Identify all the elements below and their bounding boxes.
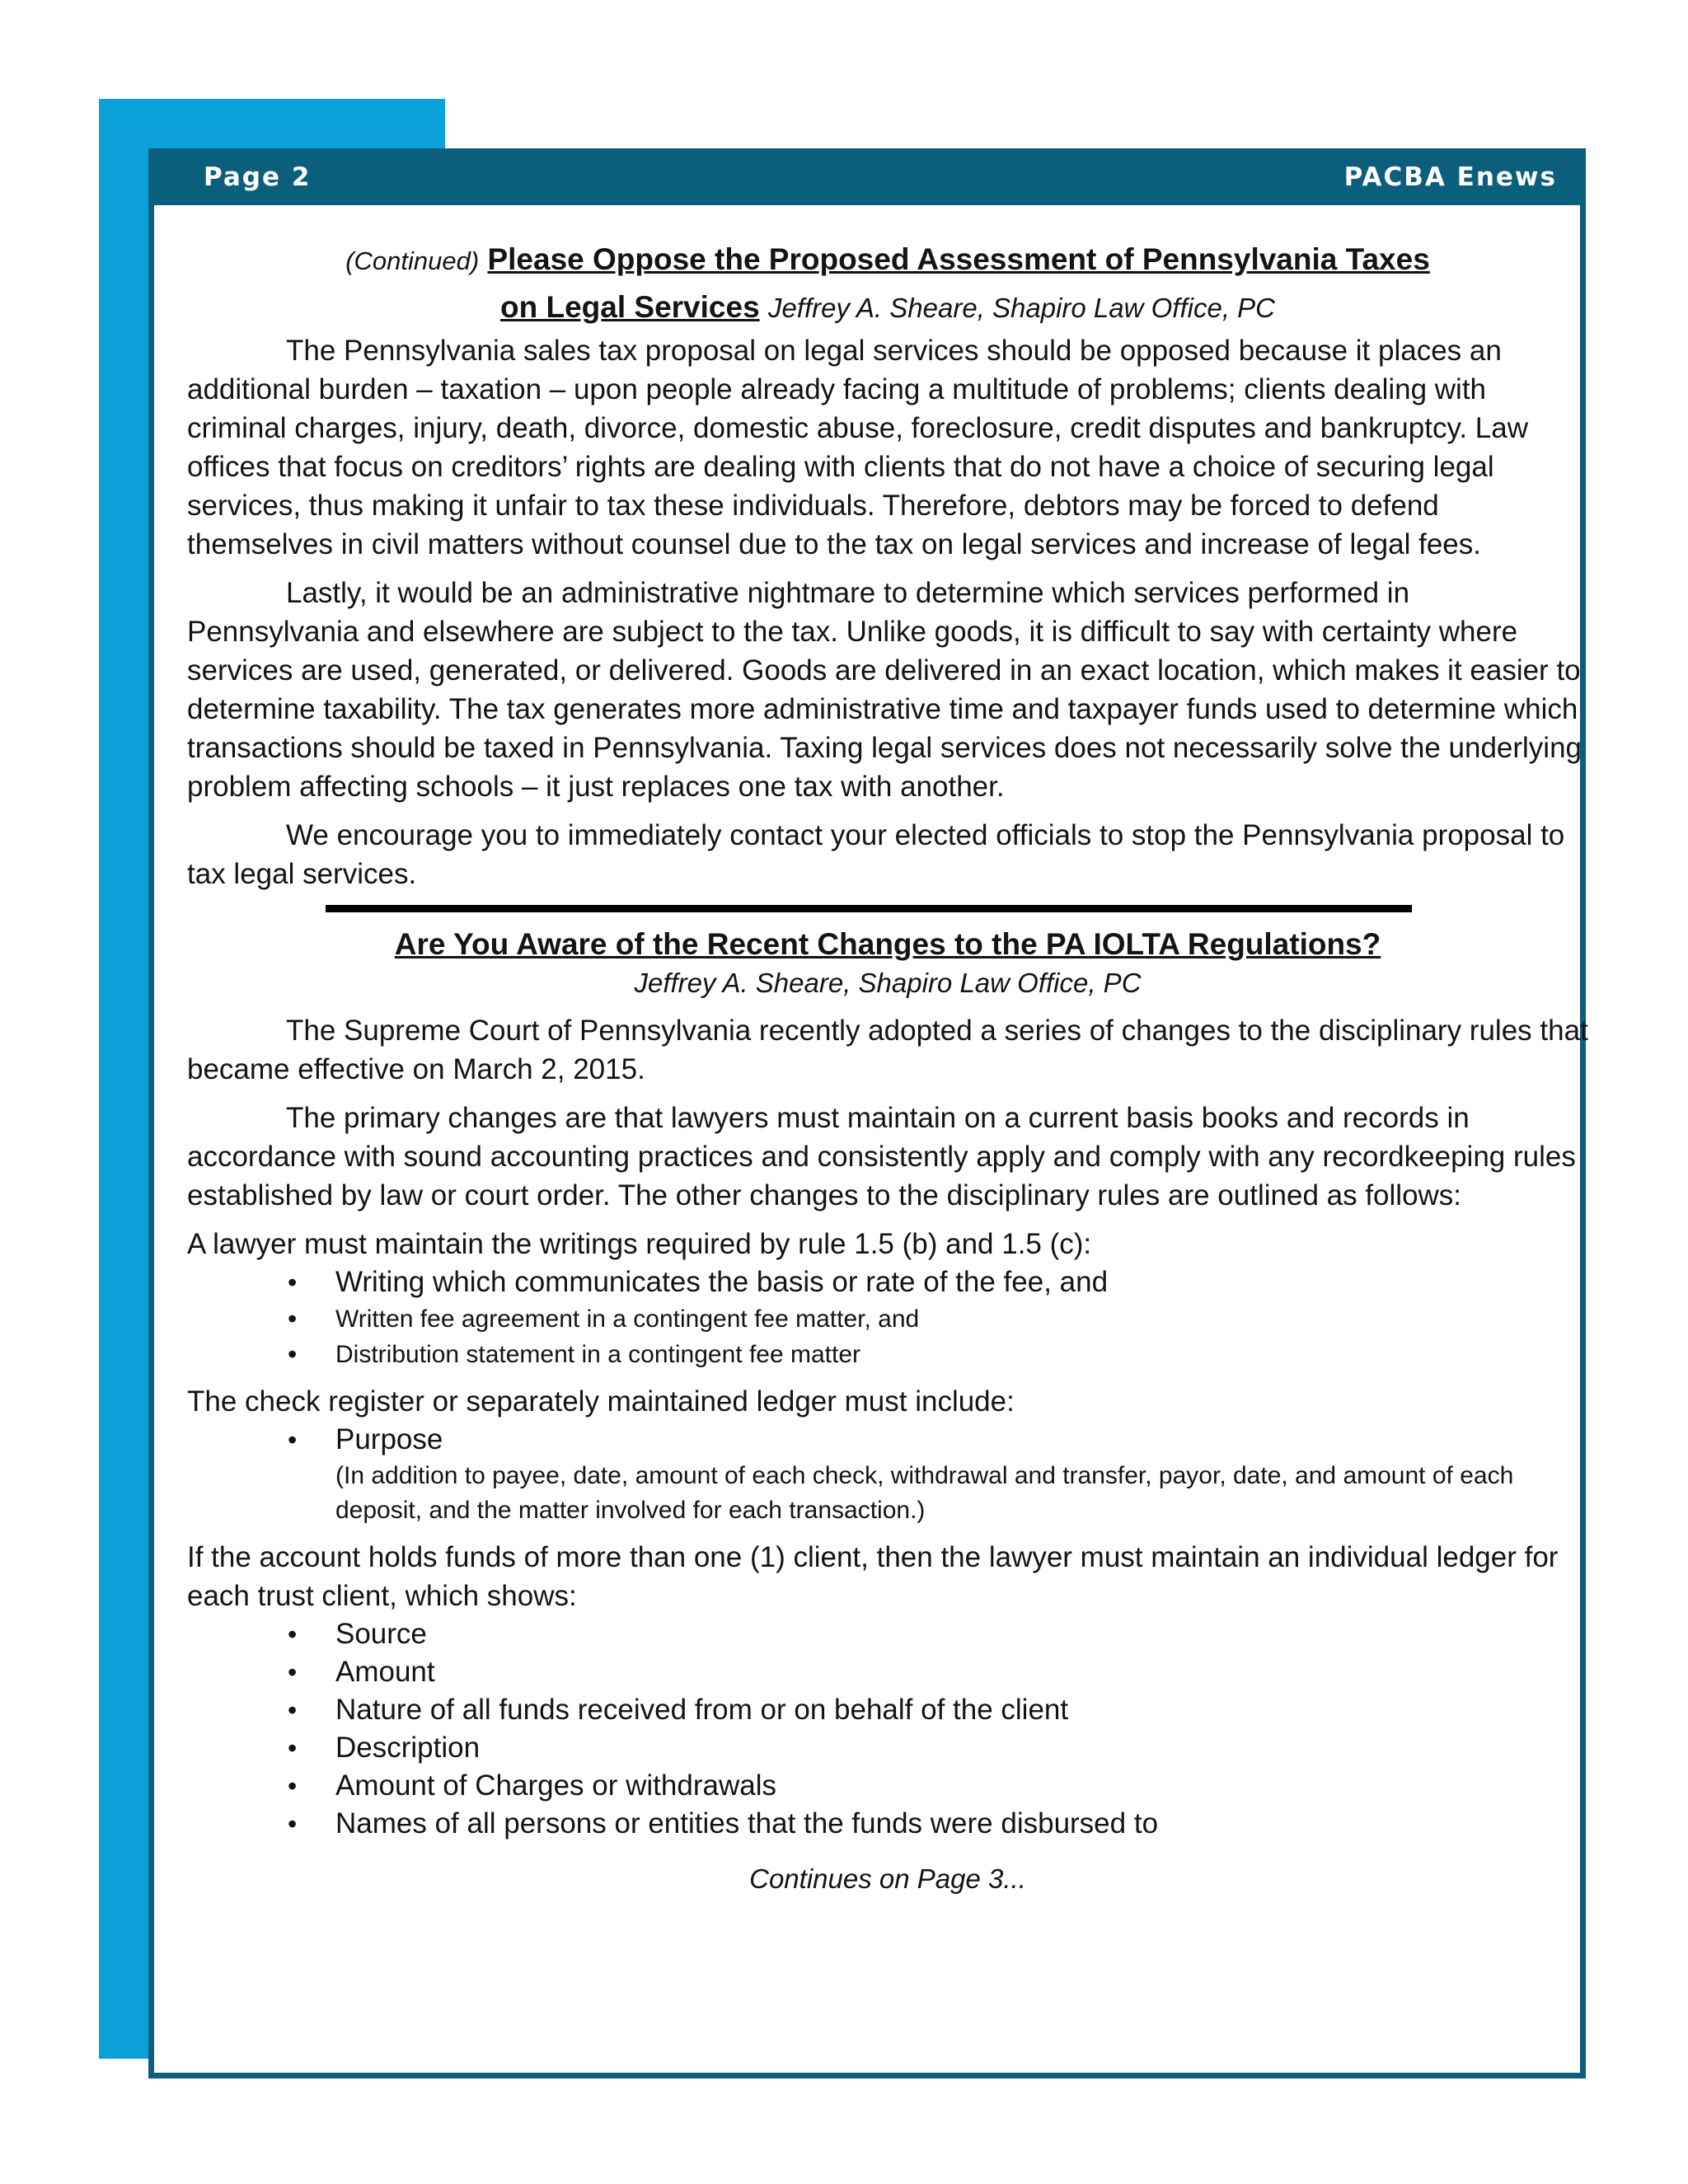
article2-title: Are You Aware of the Recent Changes to the PA IOLTA Regulations? [394, 927, 1381, 961]
bullet-icon: • [288, 1425, 298, 1455]
article1-byline: Jeffrey A. Sheare, Shapiro Law Office, PC [767, 293, 1275, 323]
bullet-icon: • [288, 1733, 298, 1763]
page-frame [148, 148, 1586, 2079]
list-item-text: Written fee agreement in a contingent fee matter, and [335, 1305, 920, 1333]
article1-paragraph-3: We encourage you to immediately contact your elected officials to stop the Pennsylvania proposal to tax legal services. [187, 819, 1565, 890]
list1-intro: A lawyer must maintain the writings required by rule 1.5 (b) and 1.5 (c): [187, 1228, 1092, 1260]
article1-title-line1: Please Oppose the Proposed Assessment of Pennsylvania Taxes [487, 242, 1430, 276]
list-item [288, 1729, 1588, 1767]
list1 [187, 1263, 1588, 1372]
list2 [187, 1421, 1588, 1459]
list-item-text: Source [335, 1618, 427, 1650]
article2-paragraph-1: The Supreme Court of Pennsylvania recently adopted a series of changes to the disciplinary rules that became effective on March 2, 2015. [187, 1015, 1588, 1085]
continued-label: (Continued) [345, 246, 480, 275]
list-item-text: Amount of Charges or withdrawals [335, 1769, 776, 1802]
list3-intro: If the account holds funds of more than one (1) client, then the lawyer must maintain an individual ledger for each trust client, which shows: [187, 1541, 1559, 1612]
list-item [288, 1263, 1588, 1301]
article1-title-line2: on Legal Services [500, 290, 760, 324]
bullet-icon: • [288, 1619, 298, 1649]
article1-paragraph-1: The Pennsylvania sales tax proposal on legal services should be opposed because it places an additional burden – taxation – upon people already facing a multitude of problems; clients dealing with criminal charges, injury, death, divorce, domestic abuse, foreclosure, credit disputes and bankruptcy. Law offices that focus on creditors’ rights are dealing with clients that do not have a choice of securing legal services, thus making it unfair to tax these individuals. Therefore, debtors may be forced to defend themselves in civil matters without counsel due to the tax on legal services and increase of legal fees. [187, 335, 1529, 560]
bullet-icon: • [288, 1809, 298, 1839]
page-number: Page 2 [204, 162, 312, 192]
list-item-text: Writing which communicates the basis or rate of the fee, and [335, 1266, 1109, 1298]
list-item [288, 1653, 1588, 1691]
continues-note: Continues on Page 3... [749, 1863, 1026, 1894]
list-item-text: Amount [335, 1656, 435, 1688]
article1-heading [187, 237, 1588, 331]
list-item [288, 1301, 1588, 1337]
publication-name: PACBA Enews [1343, 162, 1557, 192]
list-item [288, 1691, 1588, 1729]
bullet-icon: • [288, 1657, 298, 1687]
bullet-icon: • [288, 1695, 298, 1725]
bullet-icon: • [288, 1268, 298, 1297]
list-item [288, 1805, 1588, 1843]
header-band [154, 154, 1580, 205]
list-item-text: Names of all persons or entities that the funds were disbursed to [335, 1807, 1159, 1840]
list-item-text: Nature of all funds received from or on behalf of the client [335, 1694, 1069, 1726]
list-item-text: Purpose [335, 1423, 443, 1455]
article2-byline: Jeffrey A. Sheare, Shapiro Law Office, PC [634, 968, 1142, 998]
section-divider [326, 905, 1412, 912]
list-item [288, 1421, 1588, 1459]
article1-paragraph-2: Lastly, it would be an administrative nightmare to determine which services performed in Pennsylvania and elsewhere are subject to the tax. Unlike goods, it is difficult to say with certainty where services are used, generated, or delivered. Goods are delivered in an exact location, which makes it easier to determine taxability. The tax generates more administrative time and taxpayer funds used to determine which transactions should be taxed in Pennsylvania. Taxing legal services does not necessarily solve the underlying problem affecting schools – it just replaces one tax with another. [187, 577, 1582, 803]
bullet-icon: • [288, 1304, 298, 1333]
list-item [288, 1337, 1588, 1372]
list-item [288, 1615, 1588, 1653]
page-content [187, 237, 1588, 1897]
list-item-text: Description [335, 1732, 481, 1764]
article2-paragraph-2: The primary changes are that lawyers must maintain on a current basis books and records in accordance with sound accounting practices and consistently apply and comply with any recordkeeping rules established by law or court order. The other changes to the disciplinary rules are outlined as follows: [187, 1102, 1576, 1212]
list2-note: (In addition to payee, date, amount of each check, withdrawal and transfer, payor, date, and amount of each deposit, and the matter involved for each transaction.) [335, 1462, 1514, 1524]
bullet-icon: • [288, 1771, 298, 1801]
bullet-icon: • [288, 1339, 298, 1369]
list-item-text: Distribution statement in a contingent fee matter [335, 1341, 861, 1368]
list3 [187, 1615, 1588, 1843]
list-item [288, 1767, 1588, 1805]
list2-intro: The check register or separately maintained ledger must include: [187, 1385, 1015, 1418]
